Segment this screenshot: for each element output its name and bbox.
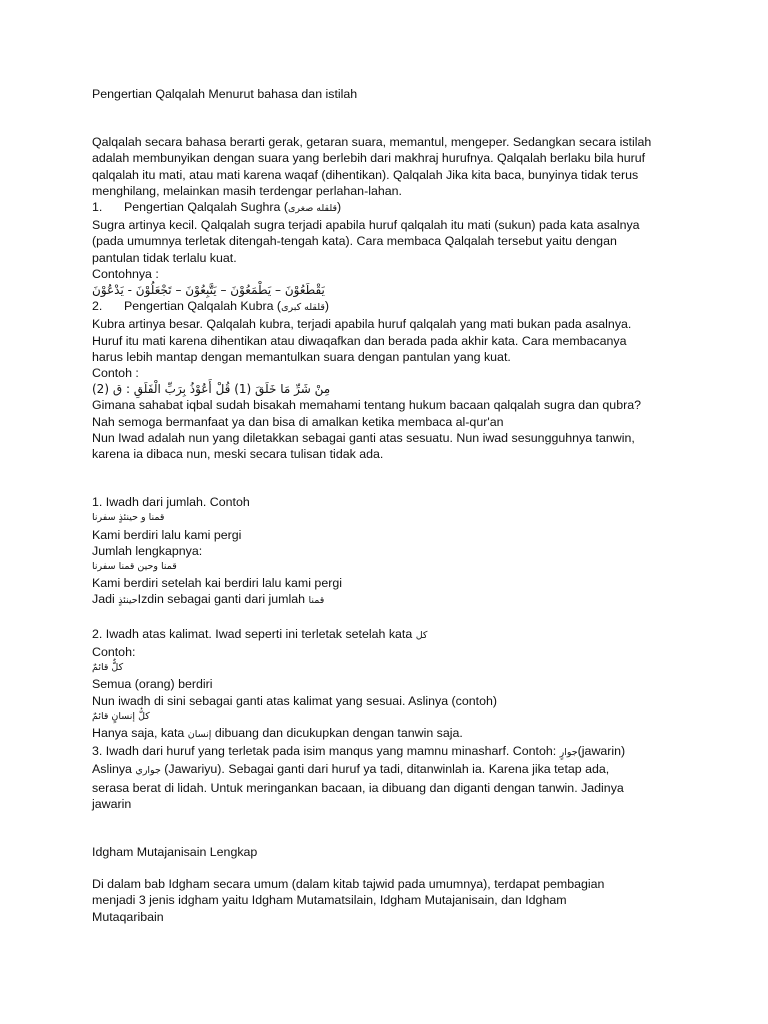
kubra-heading-text: Pengertian Qalqalah Kubra ( [124, 299, 282, 314]
idgham-line: Di dalam bab Idgham secara umum (dalam kitab tajwid pada umumnya), terdapat pembagian [92, 877, 605, 892]
kubra-example-arabic: (2) مِنْ شَرِّ مَا خَلَقَ (1) قُلْ أَعُوْذُ بِرَبِّ الْفَلَقِ : ق [92, 382, 331, 397]
sugra-example-arabic: يَقْطَعُوْنَ – يَطْمَعُوْنَ – يَتَّبِعُوْنَ – تَجْعَلُوْنَ - يَدْعُوْنَ [92, 283, 325, 298]
list-number: 1. [92, 200, 103, 215]
sugra-heading-text: Pengertian Qalqalah Sughra ( [124, 200, 288, 215]
iwadh1-conclusion [92, 591, 708, 609]
iwadh2-line: Semua (orang) berdiri [92, 677, 213, 692]
arabic-word: كل [415, 629, 428, 641]
iwadh3-line: jawarin [92, 796, 132, 811]
intro-line: menghilang, melainkan masih terdengar perlahan-lahan. [92, 183, 402, 198]
kubra-line: Kubra artinya besar. Qalqalah kubra, terjadi apabila huruf qalqalah yang mati bukan pada asalnya. [92, 317, 632, 332]
intro-line: Qalqalah secara bahasa berarti gerak, getaran suara, memantul, mengeper. Sedangkan secara istilah [92, 135, 652, 150]
text-segment: 3. Iwadh dari huruf yang terletak pada isim manqus yang mamnu minasharf. Contoh: [92, 744, 560, 759]
sugra-line: Sugra artinya kecil. Qalqalah sugra terjadi apabila huruf qalqalah itu mati (sukun) pada kata asalnya [92, 218, 640, 233]
sugra-heading [92, 199, 708, 217]
sugra-example-label: Contohnya : [92, 266, 159, 281]
iwadh2-arabic-2: كلُّ إنسانٍ قائمٌ [92, 710, 150, 722]
intro-line: adalah membunyikan dengan suara yang berlebih dari makhraj hurufnya. Qalqalah berlaku bila huruf [92, 151, 646, 166]
arabic-word: إنسان [187, 728, 212, 740]
intro-line: qalqalah itu mati, atau mati karena waqaf (dihentikan). Qalqalah Jika kita baca, bunyinya tidak terus [92, 167, 639, 182]
sugra-heading-close: ) [337, 200, 342, 215]
closing-line: Nah semoga bermanfaat ya dan bisa di amalkan ketika membaca al-qur'an [92, 414, 504, 429]
kubra-heading [92, 298, 708, 316]
sugra-line: (pada umumnya terletak ditengah-tengah kata). Cara membaca Qalqalah tersebut yaitu dengan [92, 234, 617, 249]
text-segment: (jawarin) [577, 744, 626, 759]
idgham-line: menjadi 3 jenis idgham yaitu Idgham Mutamatsilain, Idgham Mutajanisain, dan Idgham [92, 893, 567, 908]
iwadh2-line [92, 725, 708, 743]
closing-line: Nun Iwad adalah nun yang diletakkan sebagai ganti atas sesuatu. Nun iwad sesungguhnya tanwin, [92, 430, 635, 445]
text-segment: Hanya saja, kata [92, 725, 188, 740]
list-number: 2. [92, 299, 103, 314]
closing-line: karena ia dibaca nun, meski secara tulisan tidak ada. [92, 447, 384, 462]
arabic-word: حينئذٍ [118, 595, 138, 607]
text-segment: Aslinya [92, 762, 136, 777]
intro-paragraph [92, 134, 708, 199]
iwadh1-arabic-1: قمنا و حينئذٍ سفرنا [92, 512, 165, 524]
arabic-word: جواري [135, 765, 161, 777]
kubra-line: harus lebih mantap dengan memantulkan suara dengan pantulan yang kuat. [92, 349, 511, 364]
text-segment: Izdin sebagai ganti dari jumlah [137, 592, 309, 607]
iwadh2-arabic-1: كلٌّ قائمٌ [92, 662, 124, 674]
kubra-heading-arabic: قلقله كبرى [281, 302, 325, 314]
iwadh1-heading: 1. Iwadh dari jumlah. Contoh [92, 495, 250, 510]
document-title: Pengertian Qalqalah Menurut bahasa dan istilah [92, 87, 358, 101]
text-segment: (Jawariyu). Sebagai ganti dari huruf ya tadi, ditanwinlah ia. Karena jika tetap ada, [160, 762, 610, 777]
iwadh3-line [92, 743, 708, 761]
iwadh1-line: Kami berdiri lalu kami pergi [92, 527, 242, 542]
sugra-heading-arabic: قلقله صغرى [287, 203, 338, 215]
arabic-word: قمنا [308, 595, 325, 607]
text-segment: dibuang dan dicukupkan dengan tanwin saja. [211, 725, 463, 740]
arabic-word: جوارٍ [559, 747, 578, 759]
closing-line: Gimana sahabat iqbal sudah bisakah memahami tentang hukum bacaan qalqalah sugra dan qubra? [92, 398, 641, 413]
text-segment: Jadi [92, 592, 119, 607]
kubra-line: Huruf itu mati karena dihentikan atau diwaqafkan dan berada pada akhir kata. Cara membacanya [92, 333, 627, 348]
kubra-example-label: Contoh : [92, 366, 139, 381]
text-segment: 2. Iwadh atas kalimat. Iwad seperti ini terletak setelah kata [92, 626, 416, 641]
iwadh1-line: Jumlah lengkapnya: [92, 543, 203, 558]
iwadh2-heading [92, 626, 708, 644]
sugra-line: pantulan tidak terlalu kuat. [92, 250, 237, 265]
iwadh1-arabic-2: قمنا وحين قمنا سفرنا [92, 561, 177, 573]
kubra-heading-close: ) [324, 299, 330, 314]
iwadh3-line [92, 761, 708, 779]
iwadh3-line: serasa berat di lidah. Untuk meringankan bacaan, ia dibuang dan diganti dengan tanwin. Jadinya [92, 780, 624, 795]
iwadh2-line: Nun iwadh di sini sebagai ganti atas kalimat yang sesuai. Aslinya (contoh) [92, 693, 497, 708]
idgham-title: Idgham Mutajanisain Lengkap [92, 844, 258, 859]
iwadh1-line: Kami berdiri setelah kai berdiri lalu kami pergi [92, 576, 342, 591]
iwadh2-contoh: Contoh: [92, 644, 136, 659]
idgham-line: Mutaqaribain [92, 909, 164, 924]
